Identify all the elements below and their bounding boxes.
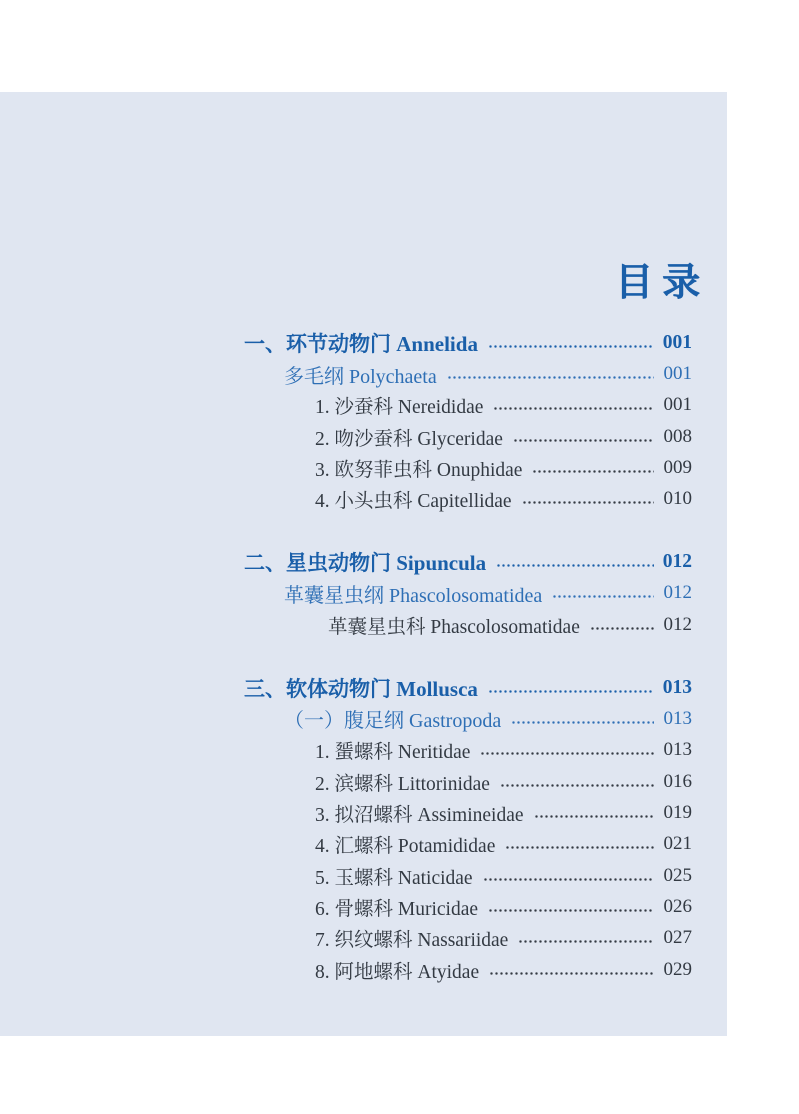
- toc-entry-label: 4. 小头虫科 Capitellidae: [315, 491, 512, 513]
- toc-entry: [244, 578, 692, 609]
- toc-entry: [244, 703, 692, 734]
- dot-leader: [511, 721, 654, 724]
- toc-entry-page: 029: [663, 958, 692, 980]
- toc-entry-label: （一）腹足纲 Gastropoda: [284, 710, 502, 733]
- toc-entry-page: 001: [663, 394, 692, 416]
- toc-entry-page: 021: [663, 833, 692, 855]
- toc-entry: [244, 390, 692, 421]
- toc-entry: [244, 452, 692, 483]
- toc-entry-label: 三、软体动物门 Mollusca: [244, 676, 478, 701]
- toc-entry: [244, 766, 692, 797]
- toc-entry: [244, 735, 692, 766]
- toc-entry-page: 012: [663, 582, 692, 604]
- dot-leader: [552, 595, 654, 598]
- toc-entry-page: 019: [663, 801, 692, 823]
- dot-leader: [480, 752, 654, 755]
- dot-leader: [488, 345, 654, 348]
- toc-section: [244, 672, 692, 985]
- dot-leader: [488, 909, 654, 912]
- toc-entry-label: 多毛纲 Polychaeta: [284, 365, 437, 388]
- toc-entry-page: 013: [662, 676, 692, 698]
- toc-panel: [0, 92, 727, 1036]
- toc-entry-label: 1. 蜑螺科 Neritidae: [315, 742, 471, 764]
- toc-entry: [244, 546, 692, 577]
- toc-entry-label: 7. 织纹螺科 Nassariidae: [315, 930, 509, 952]
- toc-entry-label: 4. 汇螺科 Potamididae: [315, 836, 496, 858]
- toc-entry-label: 革囊星虫纲 Phascolosomatidea: [284, 584, 543, 607]
- toc-entry: [244, 484, 692, 515]
- toc-entry: [244, 860, 692, 891]
- dot-leader: [447, 376, 654, 379]
- toc-entry-page: 001: [662, 331, 692, 353]
- toc-entry: [244, 954, 692, 985]
- toc-entry-label: 革囊星虫科 Phascolosomatidae: [328, 616, 580, 638]
- toc-section: [244, 327, 692, 515]
- toc-entry-label: 3. 欧努菲虫科 Onuphidae: [315, 460, 523, 482]
- toc-entry: [244, 829, 692, 860]
- toc-entry-label: 5. 玉螺科 Naticidae: [315, 867, 473, 889]
- toc-entry-page: 012: [663, 613, 692, 635]
- dot-leader: [534, 815, 654, 818]
- toc-entry: [244, 327, 692, 358]
- toc-entry-page: 016: [663, 770, 692, 792]
- dot-leader: [532, 470, 654, 473]
- dot-leader: [500, 784, 654, 787]
- toc-entry-label: 6. 骨螺科 Muricidae: [315, 898, 479, 920]
- toc-entry-label: 3. 拟沼螺科 Assimineidae: [315, 804, 524, 826]
- page-title: 目录: [614, 262, 709, 304]
- dot-leader: [493, 407, 654, 410]
- toc-entry-page: 008: [663, 425, 692, 447]
- toc-entry-page: 001: [663, 363, 692, 385]
- toc-entry-label: 1. 沙蚕科 Nereididae: [315, 397, 484, 419]
- toc-entry-page: 010: [663, 488, 692, 510]
- toc-entry-page: 012: [662, 551, 692, 573]
- toc-entry-page: 013: [663, 739, 692, 761]
- toc-entry-label: 2. 吻沙蚕科 Glyceridae: [315, 428, 503, 450]
- toc-entry-page: 025: [663, 864, 692, 886]
- toc-entry: [244, 609, 692, 640]
- dot-leader: [505, 846, 654, 849]
- toc-section: [244, 546, 692, 640]
- toc-entry-page: 027: [663, 927, 692, 949]
- toc-entry: [244, 421, 692, 452]
- toc-entry: [244, 358, 692, 389]
- dot-leader: [483, 878, 654, 881]
- toc-entry-label: 2. 滨螺科 Littorinidae: [315, 773, 490, 795]
- toc-entry: [244, 891, 692, 922]
- toc-list: [244, 327, 692, 985]
- toc-entry-page: 013: [663, 707, 692, 729]
- toc-entry: [244, 672, 692, 703]
- toc-entry-label: 二、星虫动物门 Sipuncula: [244, 551, 487, 576]
- toc-entry-label: 8. 阿地螺科 Atyidae: [315, 961, 480, 983]
- dot-leader: [522, 501, 654, 504]
- dot-leader: [518, 940, 654, 943]
- toc-entry-page: 026: [663, 895, 692, 917]
- toc-entry: [244, 923, 692, 954]
- dot-leader: [488, 690, 654, 693]
- dot-leader: [496, 564, 654, 567]
- toc-entry-label: 一、环节动物门 Annelida: [244, 331, 478, 356]
- dot-leader: [489, 972, 654, 975]
- dot-leader: [590, 627, 654, 630]
- dot-leader: [513, 439, 654, 442]
- toc-entry: [244, 797, 692, 828]
- toc-entry-page: 009: [663, 457, 692, 479]
